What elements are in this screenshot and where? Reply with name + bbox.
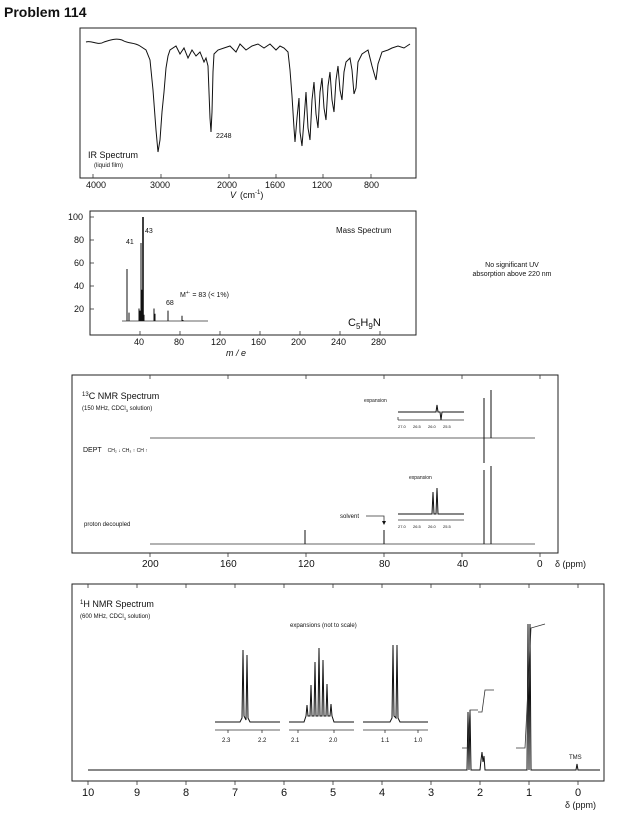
h1-xtick-0: 0 — [575, 787, 582, 799]
h1-xtick-10: 10 — [82, 787, 95, 799]
ms-ytick-60: 60 — [74, 258, 85, 268]
mass-spectrum-panel — [68, 211, 416, 358]
ms-xtick-240: 240 — [331, 337, 347, 347]
ms-peak-label-41: 41 — [126, 239, 134, 246]
ms-ytick-80: 80 — [74, 235, 85, 245]
c13-expansion-2-label: expansion — [409, 475, 432, 481]
ir-peak-label: 2248 — [216, 133, 232, 140]
ir-tick-1600: 1600 — [265, 180, 286, 190]
c13-label: $^{13}$C NMR Spectrum — [82, 391, 160, 401]
h1-x-axis — [88, 781, 578, 785]
svg-text:26.0: 26.0 — [428, 424, 436, 429]
c13-xtick-200: 200 — [142, 559, 159, 570]
h1-integral-2-05 — [478, 690, 494, 712]
h1-label: $^1$H NMR Spectrum — [80, 599, 154, 609]
h1-expansion-multiplet-2-05 — [289, 648, 354, 744]
c13-solvent-arrowhead — [382, 521, 386, 525]
ir-label: IR Spectrum — [88, 150, 139, 160]
svg-text:2.0: 2.0 — [329, 738, 338, 744]
svg-text:2.1: 2.1 — [291, 738, 300, 744]
ir-tick-3000: 3000 — [150, 180, 171, 190]
c13-expansion-1 — [364, 398, 464, 429]
h1-frame — [72, 584, 604, 781]
h1-top-ticks — [88, 584, 578, 588]
c13-solvent-arrow — [366, 516, 384, 522]
c13-nmr-panel — [72, 375, 586, 570]
ms-xtick-200: 200 — [291, 337, 307, 347]
h1-xtick-5: 5 — [330, 787, 337, 799]
c13-xtick-80: 80 — [379, 559, 391, 570]
ms-xtick-120: 120 — [211, 337, 227, 347]
svg-text:1.0: 1.0 — [414, 738, 423, 744]
svg-text:26.0: 26.0 — [428, 524, 436, 529]
ms-xtick-40: 40 — [134, 337, 145, 347]
ir-trace — [86, 39, 410, 152]
ms-ytick-40: 40 — [74, 281, 85, 291]
ms-ytick-20: 20 — [74, 304, 85, 314]
svg-text:26.5: 26.5 — [413, 424, 421, 429]
h1-expansion-doublet-1-05 — [363, 645, 428, 744]
svg-text:26.5: 26.5 — [413, 524, 421, 529]
c13-xtick-120: 120 — [298, 559, 315, 570]
h1-xtick-7: 7 — [232, 787, 239, 799]
h1-expansion-doublet-2-25 — [215, 650, 280, 744]
svg-text:1.1: 1.1 — [381, 738, 390, 744]
h1-tms-label: TMS — [569, 755, 582, 761]
c13-frame — [72, 375, 558, 553]
c13-solvent-label: solvent — [340, 514, 360, 520]
ms-peak-label-43: 43 — [145, 228, 153, 235]
h1-xtick-2: 2 — [477, 787, 484, 799]
h1-xtick-9: 9 — [134, 787, 141, 799]
svg-text:25.5: 25.5 — [443, 424, 451, 429]
h1-xtick-8: 8 — [183, 787, 190, 799]
h1-expansions-label: expansions (not to scale) — [290, 623, 357, 629]
ir-tick-4000: 4000 — [86, 180, 107, 190]
ir-axis-label: V $(cm^{-1})$ — [230, 190, 264, 200]
uv-note-line2: absorption above 220 nm — [472, 271, 552, 278]
ms-xtick-280: 280 — [371, 337, 387, 347]
ms-xtick-160: 160 — [251, 337, 267, 347]
ir-tick-2000: 2000 — [217, 180, 238, 190]
c13-x-axis — [150, 553, 540, 557]
svg-text:2.2: 2.2 — [258, 738, 267, 744]
ms-x-axis — [140, 331, 380, 335]
ms-molecular-ion: M+· = 83 (< 1%) — [180, 290, 229, 299]
ms-label: Mass Spectrum — [336, 226, 392, 235]
c13-xtick-0: 0 — [537, 559, 543, 570]
h1-xtick-3: 3 — [428, 787, 435, 799]
page-title: Problem 114 — [4, 4, 87, 20]
ms-xtick-80: 80 — [174, 337, 185, 347]
c13-x-unit: δ (ppm) — [555, 559, 587, 569]
uv-note-line1: No significant UV — [485, 262, 539, 269]
svg-text:27.0: 27.0 — [398, 424, 406, 429]
h1-xtick-6: 6 — [281, 787, 288, 799]
h1-sublabel: (600 MHz, CDCl$_3$ solution) — [80, 614, 151, 621]
ms-bars — [127, 217, 183, 321]
c13-top-ticks — [150, 375, 540, 379]
ms-peak-label-68: 68 — [166, 300, 174, 307]
ir-sublabel: (liquid film) — [94, 163, 124, 169]
svg-text:2.3: 2.3 — [222, 738, 231, 744]
ir-spectrum-panel — [80, 28, 416, 200]
ir-tick-1200: 1200 — [312, 180, 333, 190]
ms-x-axis-label: m / e — [226, 348, 247, 358]
c13-expansion-1-label: expansion — [364, 398, 387, 404]
h1-xtick-1: 1 — [526, 787, 533, 799]
c13-proton-decoupled: proton decoupled — [84, 522, 131, 528]
ir-tick-800: 800 — [364, 180, 380, 190]
svg-text:27.0: 27.0 — [398, 524, 406, 529]
c13-xtick-160: 160 — [220, 559, 237, 570]
c13-dept-label: DEPT CH₂ ↓ CH₃ ↑ CH ↑ — [83, 447, 148, 454]
ms-y-axis — [90, 217, 94, 309]
svg-text:25.5: 25.5 — [443, 524, 451, 529]
h1-x-unit: δ (ppm) — [565, 800, 597, 810]
c13-sublabel: (150 MHz, CDCl$_3$ solution) — [82, 406, 153, 413]
h1-nmr-panel — [72, 584, 604, 810]
h1-xtick-4: 4 — [379, 787, 386, 799]
ms-ytick-100: 100 — [68, 212, 84, 222]
ms-formula: $C_5H_9N$ — [348, 317, 381, 331]
c13-expansion-2 — [398, 475, 464, 529]
ir-x-axis — [93, 174, 371, 178]
c13-xtick-40: 40 — [457, 559, 469, 570]
